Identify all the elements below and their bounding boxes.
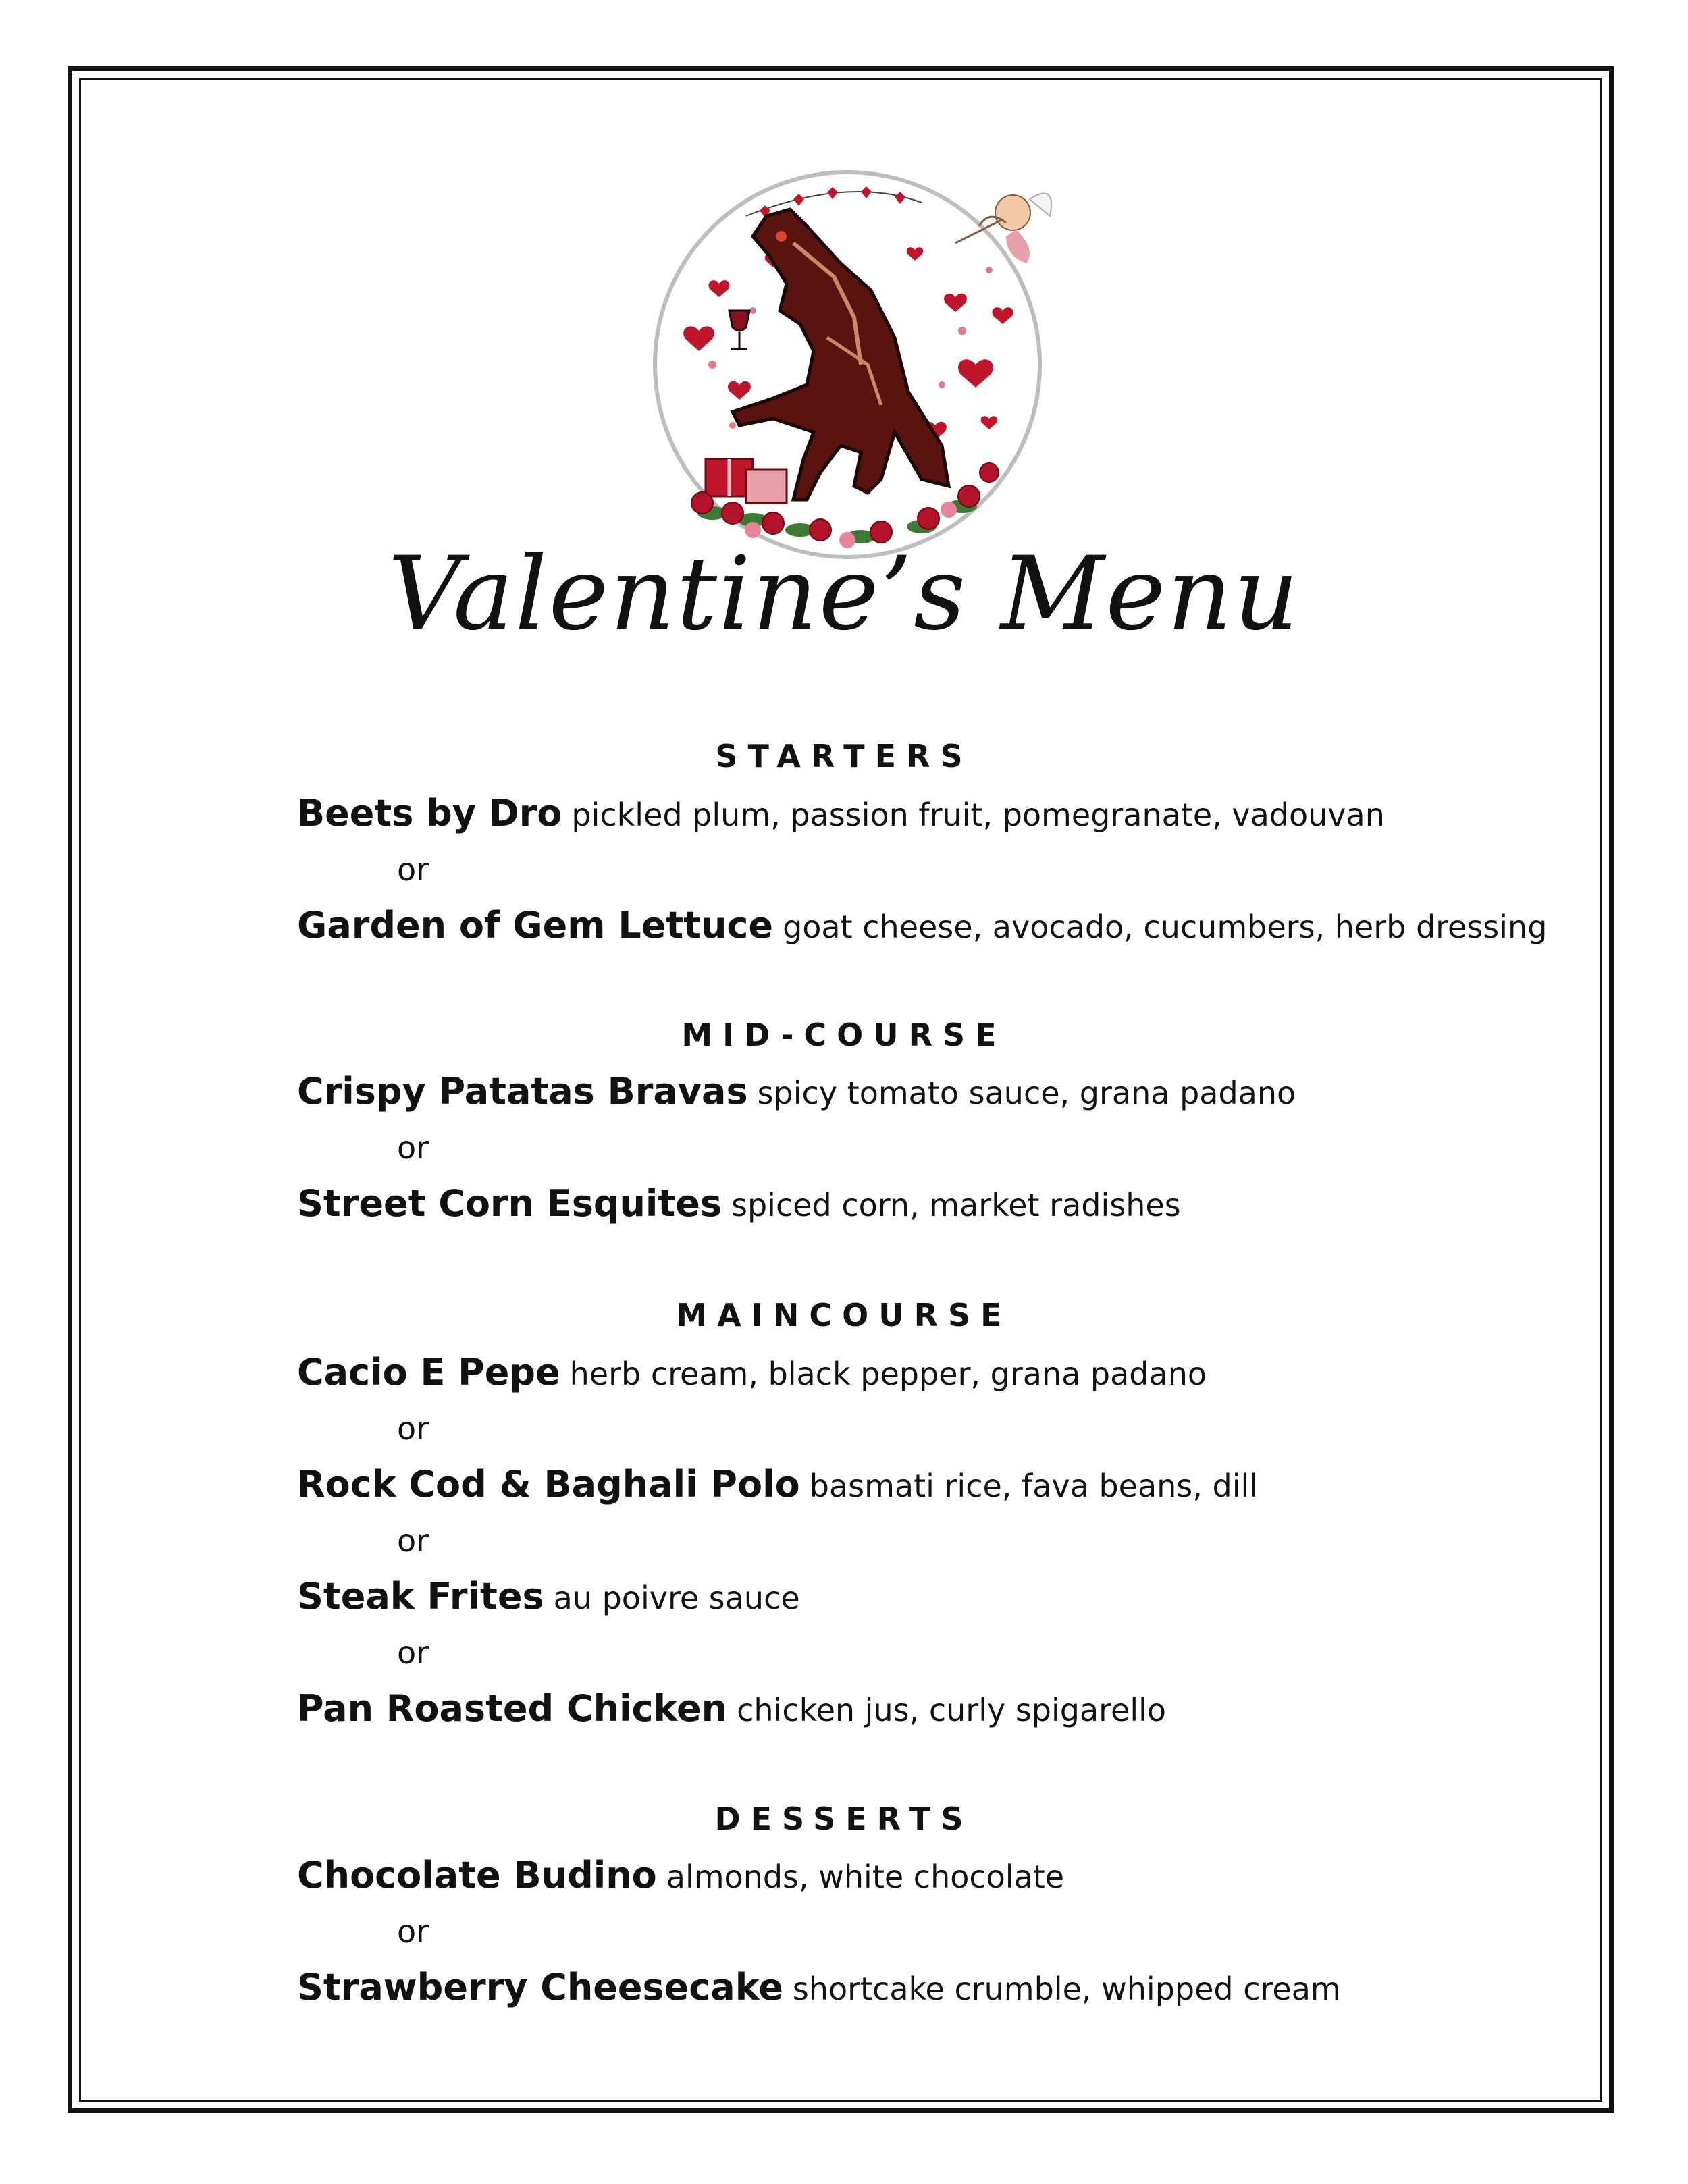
item-description: au poivre sauce <box>553 1580 800 1616</box>
or-separator: or <box>397 851 429 888</box>
section-heading-mid-course: MID-COURSE <box>681 1017 1007 1053</box>
menu-item <box>297 1685 1166 1741</box>
item-description: spicy tomato sauce, grana padano <box>757 1075 1296 1111</box>
or-separator: or <box>397 1522 429 1559</box>
fox-logo-icon <box>638 162 1057 567</box>
item-name: Beets by Dro <box>297 792 562 834</box>
item-name: Street Corn Esquites <box>297 1182 722 1225</box>
or-separator: or <box>397 1129 429 1166</box>
item-name: Steak Frites <box>297 1575 544 1618</box>
menu-item <box>297 1852 1064 1908</box>
item-name: Rock Cod & Baghali Polo <box>297 1463 800 1506</box>
section-heading-maincourse: MAINCOURSE <box>676 1297 1012 1333</box>
menu-item <box>297 1461 1258 1517</box>
or-separator: or <box>397 1913 429 1950</box>
menu-item <box>297 1964 1341 2020</box>
item-name: Strawberry Cheesecake <box>297 1966 783 2008</box>
menu-item <box>297 902 1547 958</box>
menu-item <box>297 1068 1296 1124</box>
item-description: chicken jus, curly spigarello <box>737 1692 1167 1728</box>
item-name: Chocolate Budino <box>297 1854 657 1896</box>
item-name: Garden of Gem Lettuce <box>297 904 774 947</box>
item-description: herb cream, black pepper, grana padano <box>569 1356 1207 1392</box>
or-separator: or <box>397 1634 429 1671</box>
menu-item <box>297 1180 1181 1236</box>
item-description: goat cheese, avocado, cucumbers, herb dressing <box>783 909 1548 945</box>
section-heading-starters: STARTERS <box>715 738 973 774</box>
or-separator: or <box>397 1410 429 1447</box>
menu-item <box>297 790 1385 846</box>
item-description: spiced corn, market radishes <box>731 1187 1181 1223</box>
item-description: almonds, white chocolate <box>666 1859 1065 1895</box>
menu-title: Valentine’s Menu <box>388 535 1300 653</box>
item-description: pickled plum, passion fruit, pomegranate, vadouvan <box>571 797 1385 833</box>
item-description: basmati rice, fava beans, dill <box>809 1468 1259 1504</box>
section-heading-desserts: DESSERTS <box>714 1801 974 1837</box>
menu-item <box>297 1349 1207 1405</box>
item-name: Cacio E Pepe <box>297 1351 560 1393</box>
item-name: Crispy Patatas Bravas <box>297 1070 748 1113</box>
menu-item <box>297 1573 800 1629</box>
item-description: shortcake crumble, whipped cream <box>792 1971 1341 2007</box>
item-name: Pan Roasted Chicken <box>297 1687 728 1730</box>
